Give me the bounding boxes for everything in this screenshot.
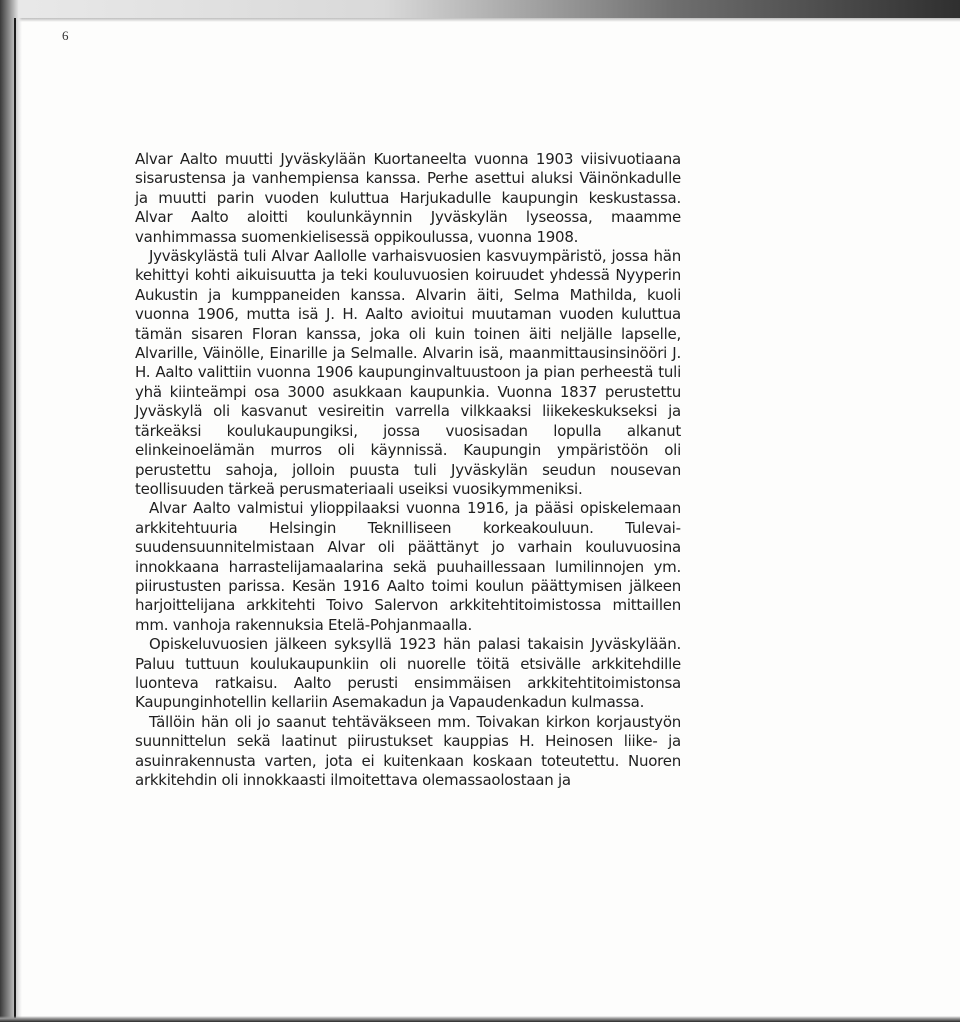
- scan-edge-top: [0, 0, 960, 18]
- scan-edge-left: [0, 0, 22, 1022]
- scan-edge-left-line: [14, 18, 16, 1022]
- paragraph-1: Alvar Aalto muutti Jyväskylään Kuortaneelta vuonna 1903 viisivuotiaana sisarustensa ja vanhempiensa kanssa. Perhe asettui aluksi Väinönkadulle ja muutti parin vuoden kuluttua Harjukadulle kaupungin keskustassa. Alvar Aalto aloitti koulunkäynnin Jyväskylän lyseossa, maamme vanhimmassa suomenkielisessä oppikoulussa, vuonna 1908.: [135, 150, 681, 246]
- body-text: [135, 150, 681, 790]
- paragraph-2: Jyväskylästä tuli Alvar Aallolle varhaisvuosien kasvuympäristö, jossa hän kehittyi kohti aikuisuutta ja teki kouluvuosien koiruudet yhdessä Nyyperin Aukustin ja kumppaneiden kanssa. Alvarin äiti, Selma Mathilda, kuoli vuonna 1906, mutta isä J. H. Aalto avioitui muutaman vuoden kuluttua tämän sisaren Floran kanssa, joka oli kuin toinen äiti neljälle lapselle, Alvarille, Väinölle, Einarille ja Selmalle. Alvarin isä, maanmittausinsinööri J. H. Aalto valittiin vuonna 1906 kaupunginvaltuustoon ja pian perheestä tuli yhä kiinteämpi osa 3000 asukkaan kaupunkia. Vuonna 1837 perustettu Jyväskylä oli kasvanut vesireitin varrella vilkkaaksi liikekeskukseksi ja tärkeäksi koulukaupungiksi, jossa vuosisadan lopulla alkanut elinkeinoelämän murros oli käynnissä. Kaupungin ympäristöön oli perustettu sahoja, jolloin puusta tuli Jyväskylän seudun nousevan teollisuuden tärkeä perusmateriaali useiksi vuosikymmeniksi.: [135, 247, 681, 498]
- scan-edge-top-shadow: [0, 18, 960, 22]
- paragraph-4: Opiskeluvuosien jälkeen syksyllä 1923 hän palasi takaisin Jyväskylään. Paluu tuttuun koulukaupunkiin oli nuorelle töitä etsivälle arkkitehdille luonteva ratkaisu. Aalto perusti ensimmäisen arkkitehtitoimistonsa Kaupunginhotellin kellariin Asemakadun ja Vapaudenkadun kulmassa.: [135, 635, 681, 712]
- page-number: 6: [62, 28, 69, 43]
- paragraph-3: Alvar Aalto valmistui ylioppilaaksi vuonna 1916, ja pääsi opiskelemaan arkkitehtuuria Helsingin Teknilliseen korkeakouluun. Tulevaisuudensuunnitelmistaan Alvar oli päättänyt jo varhain kouluvuosina innokkaana harrastelijamaalarina sekä puuhaillessaan lumilinnojen ym. piirustusten parissa. Kesän 1916 Aalto toimi koulun päättymisen jälkeen harjoittelijana arkkitehti Toivo Salervon arkkitehtitoimistossa mittaillen mm. vanhoja rakennuksia Etelä-Pohjanmaalla.: [135, 499, 681, 634]
- scan-edge-bottom: [0, 1016, 960, 1022]
- paragraph-5: Tällöin hän oli jo saanut tehtäväkseen mm. Toivakan kirkon korjaustyön suunnittelun sekä laatinut piirustukset kauppias H. Heinosen liike- ja asuinrakennusta varten, jota ei kuitenkaan koskaan toteutettu. Nuoren arkkitehdin oli innokkaasti ilmoitettava olemassaolostaan ja: [135, 712, 681, 789]
